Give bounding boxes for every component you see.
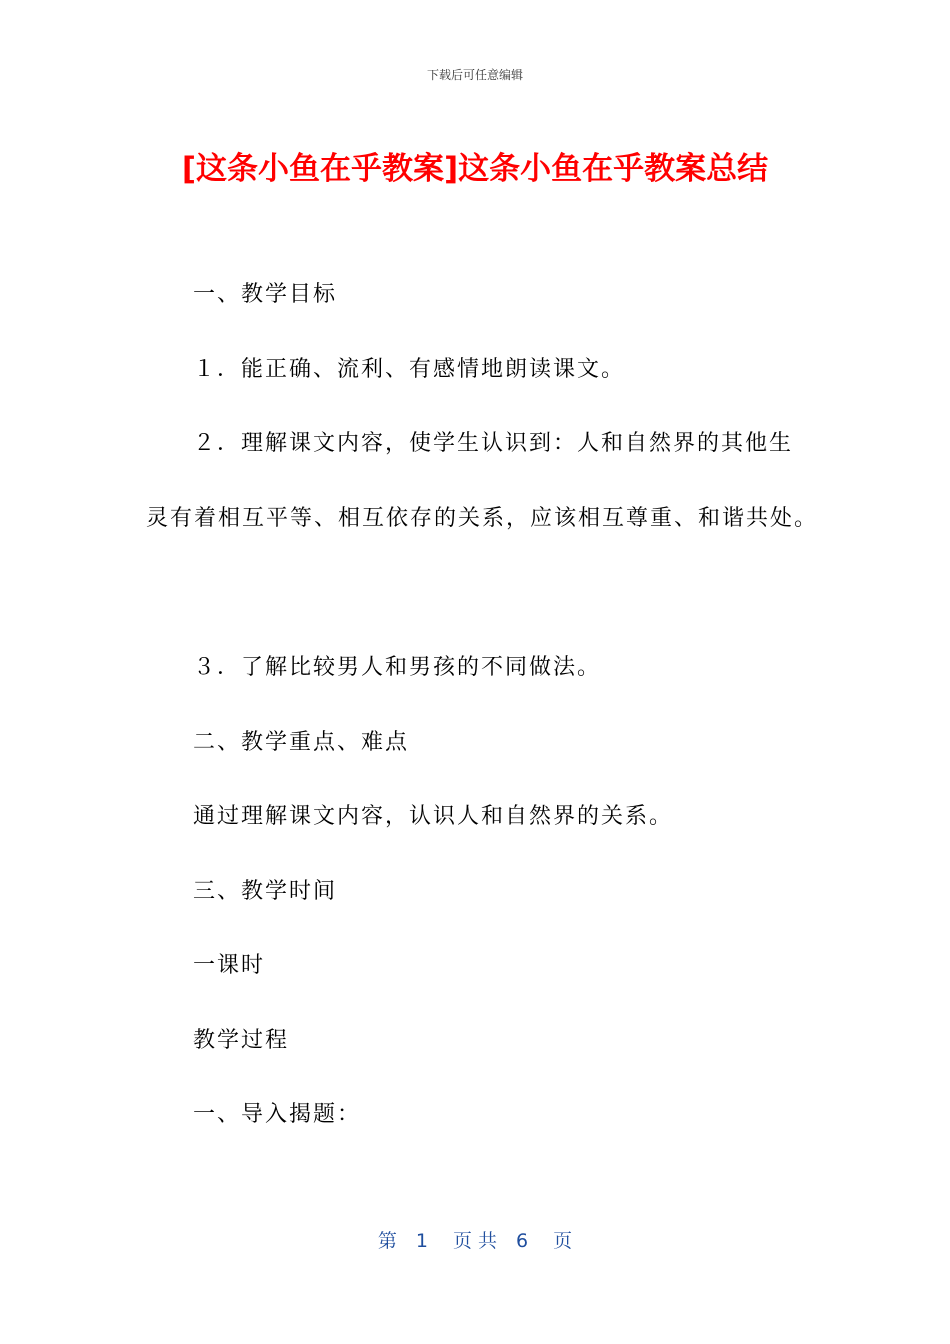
page-number-footer: 第 1 页 共 6 页: [377, 1230, 573, 1252]
section-heading-key-points: 二、教学重点、难点: [193, 730, 410, 755]
header-note: 下载后可任意编辑: [426, 68, 523, 82]
section-heading-time: 三、教学时间: [193, 879, 338, 904]
document-title: [这条小鱼在乎教案]这条小鱼在乎教案总结: [181, 151, 769, 187]
section-heading-objectives: 一、教学目标: [193, 282, 338, 307]
section-heading-intro: 一、导入揭题：: [193, 1102, 362, 1127]
paragraph-objective-3: ３．了解比较男人和男孩的不同做法。: [193, 655, 602, 680]
section-heading-process: 教学过程: [193, 1028, 290, 1053]
paragraph-time: 一课时: [193, 953, 266, 978]
paragraph-objective-2: ２．理解课文内容，使学生认识到：人和自然界的其他生: [193, 431, 794, 456]
paragraph-objective-2-continued: 灵有着相互平等、相互依存的关系，应该相互尊重、和谐共处。: [146, 506, 819, 531]
paragraph-key-points: 通过理解课文内容，认识人和自然界的关系。: [193, 804, 674, 829]
paragraph-objective-1: １．能正确、流利、有感情地朗读课文。: [193, 357, 626, 382]
